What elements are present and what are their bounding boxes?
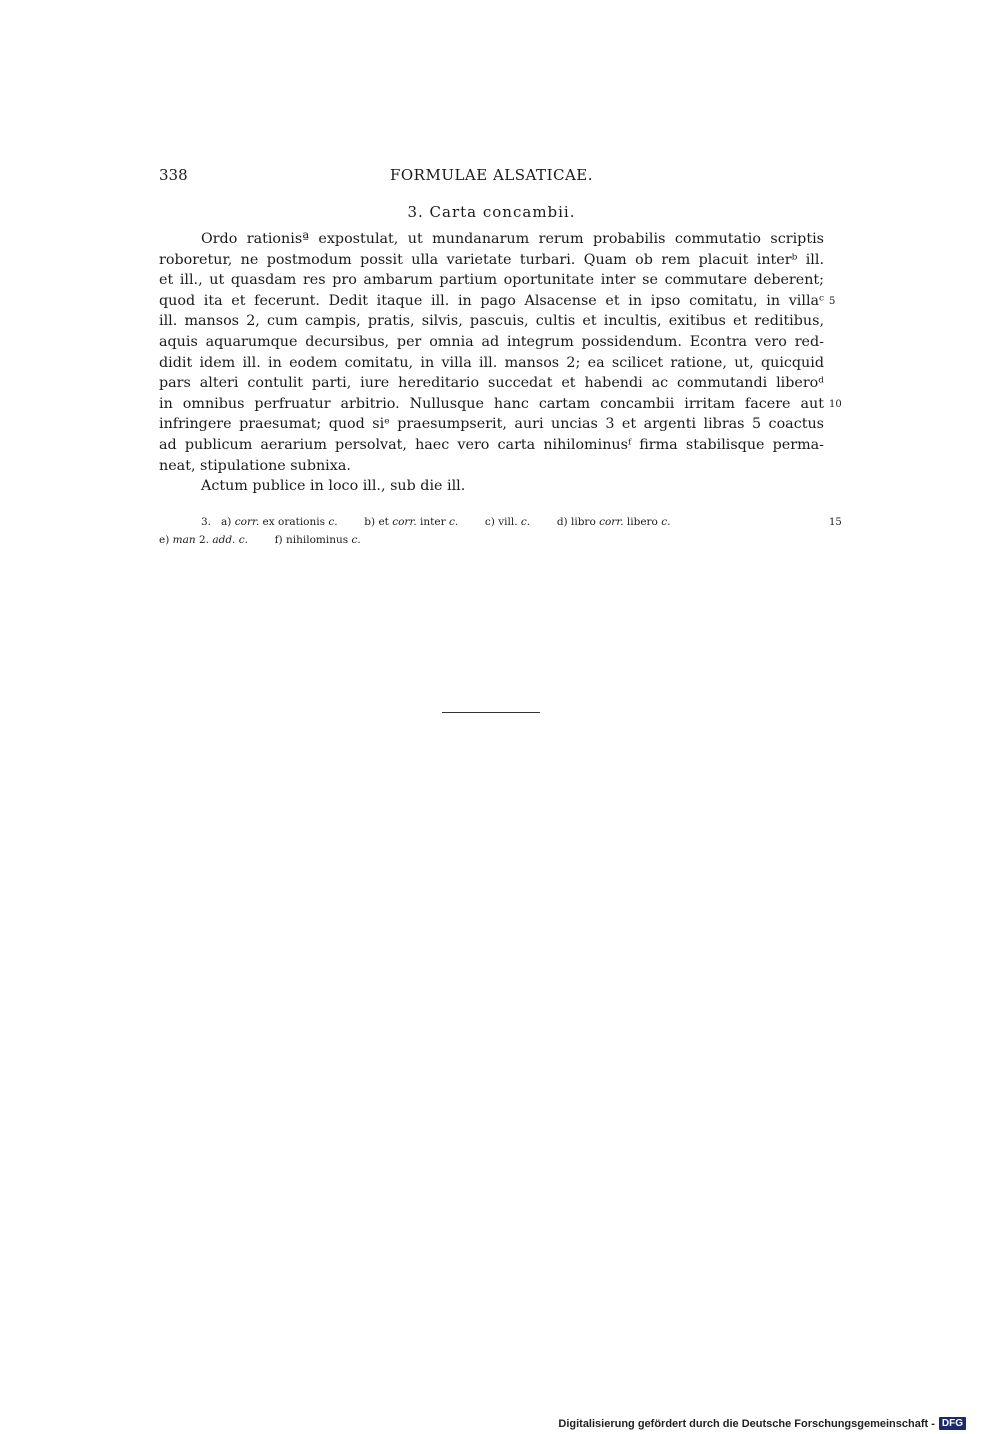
footnote-label: a) — [221, 516, 232, 528]
text-line: pars alteri contulit parti, iure hereditario succedat et habendi ac commutandi liberoᵈ — [159, 375, 824, 392]
end-rule — [442, 712, 540, 713]
footnote-abbrev: c. — [238, 534, 248, 546]
footnote-lead: 3. — [201, 516, 212, 528]
footnote-text: libero — [626, 516, 658, 528]
text-line: quod ita et fecerunt. Dedit itaque ill. in pago Alsacense et in ipso comitatu, in villaᶜ — [159, 292, 824, 309]
footnote-label: c) — [484, 516, 495, 528]
footnote-abbrev: corr. — [234, 516, 260, 528]
text-line: ad publicum aerarium persolvat, haec vero carta nihilominusᶠ firma stabilisque perma- — [159, 437, 824, 453]
margin-line-number: 10 — [829, 399, 842, 410]
running-title: FORMULAE ALSATICAE. — [389, 166, 594, 184]
text-line: et ill., ut quasdam res pro ambarum partium oportunitate inter se commutare deberent; — [159, 272, 824, 289]
margin-line-number: 5 — [829, 296, 836, 307]
footnote-abbrev: c. — [351, 534, 361, 546]
footnote-abbrev: c. — [328, 516, 338, 528]
page-number: 338 — [159, 166, 188, 184]
footnote-text: nihilominus — [286, 534, 349, 546]
digitization-footer — [558, 1417, 966, 1430]
text-line: Actum publice in loco ill., sub die ill. — [201, 478, 466, 495]
text-line: Ordo rationisª expostulat, ut mundanarum rerum probabilis commutatio scriptis — [201, 231, 824, 247]
text-line: infringere praesumat; quod siᵉ praesumpserit, auri uncias 3 et argenti libras 5 coactus — [159, 416, 824, 433]
footer-text: Digitalisierung gefördert durch die Deutsche Forschungsgemeinschaft - — [558, 1417, 935, 1430]
text-line: ill. mansos 2, cum campis, pratis, silvis, pascuis, cultis et incultis, exitibus et reditibus, — [159, 313, 824, 330]
footnote-abbrev: corr. — [392, 516, 417, 528]
footnote-label: f) — [274, 534, 283, 546]
footnote-abbrev: add. — [212, 534, 236, 546]
text-line: in omnibus perfruatur arbitrio. Nullusque hanc cartam concambii irritam facere aut — [159, 395, 824, 412]
footnote-text: et — [378, 516, 389, 528]
footnote-label: d) — [556, 516, 568, 528]
footnote-abbrev: c. — [448, 516, 459, 528]
text-line: didit idem ill. in eodem comitatu, in villa ill. mansos 2; ea scilicet ratione, ut, quicquid — [159, 354, 824, 371]
margin-line-number: 15 — [829, 517, 842, 528]
footnote-label: b) — [364, 516, 376, 528]
footnote-abbrev: corr. — [599, 516, 624, 528]
section-title: 3. Carta concambii. — [407, 203, 576, 221]
footnote-abbrev: c. — [520, 516, 531, 528]
text-line: roboretur, ne postmodum possit ulla varietate turbari. Quam ob rem placuit interᵇ ill. — [159, 251, 824, 268]
text-line: aquis aquarumque decursibus, per omnia ad integrum possidendum. Econtra vero red- — [159, 334, 824, 350]
footnote-text: vill. — [498, 516, 518, 528]
running-header — [159, 166, 824, 188]
footnote-line — [159, 514, 824, 531]
footnote-abbrev: man — [172, 534, 196, 546]
footnote-text: 2. — [198, 534, 210, 546]
footnote-text: libro — [570, 516, 596, 528]
text-line: neat, stipulatione subnixa. — [159, 457, 351, 474]
footnote-text: inter — [420, 516, 446, 528]
footnote-line — [159, 532, 824, 549]
footnote-label: e) — [159, 534, 170, 546]
dfg-logo: DFG — [939, 1417, 966, 1430]
footnote-text: ex orationis — [262, 516, 326, 528]
footnote-abbrev: c. — [661, 516, 671, 528]
